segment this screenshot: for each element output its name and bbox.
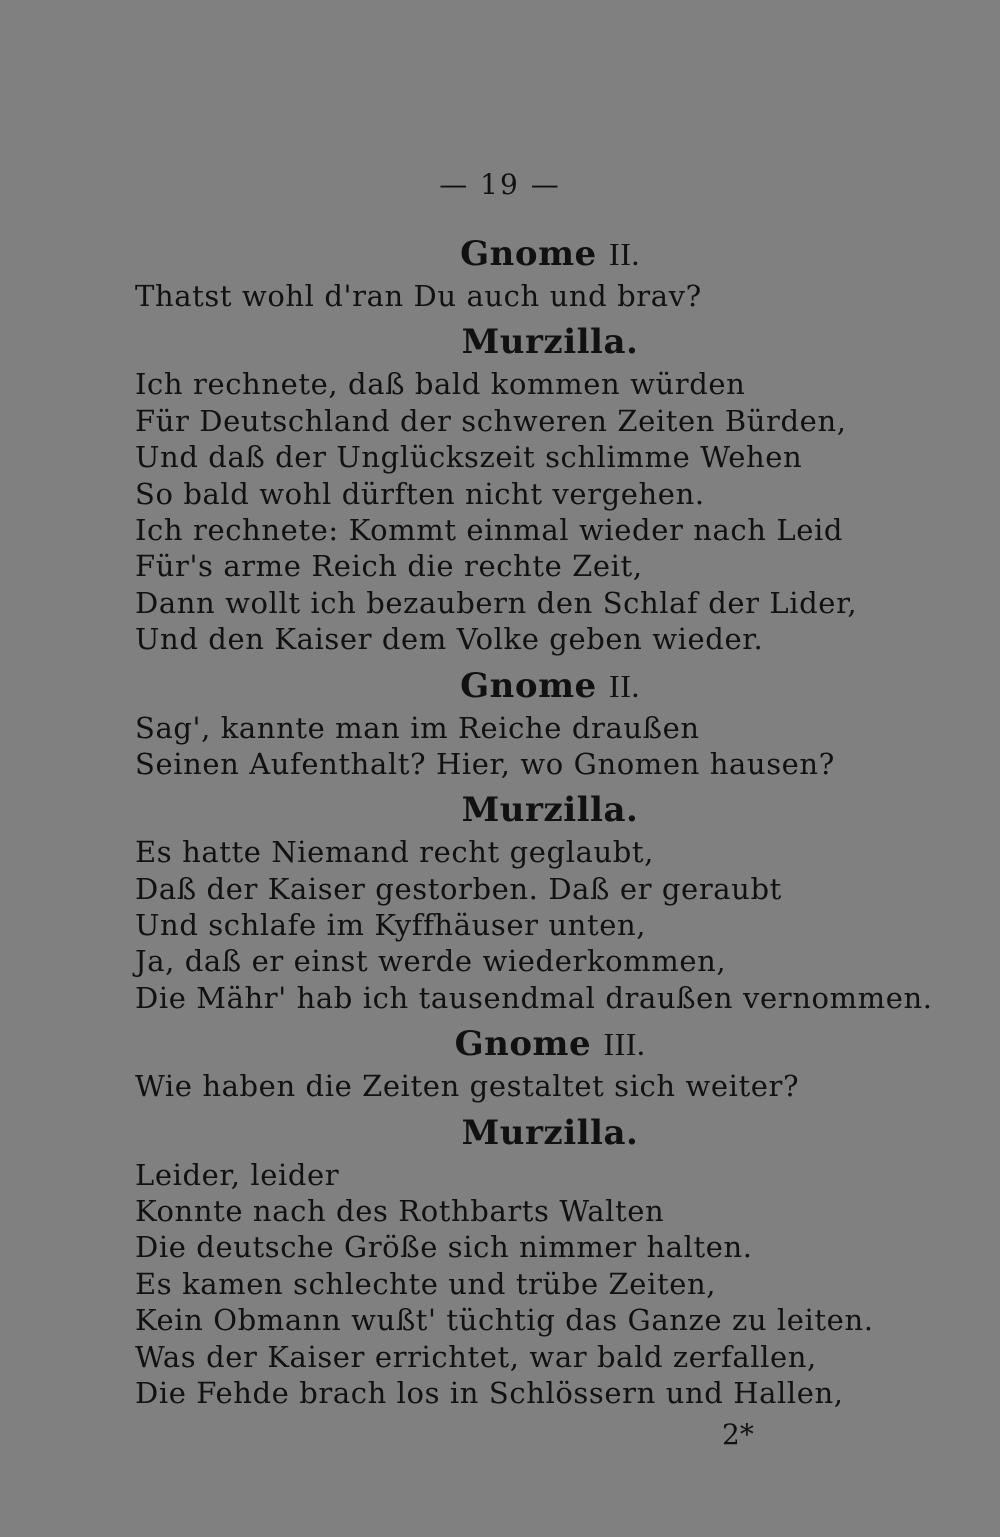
dialogue-section <box>135 664 935 783</box>
verse-line: Und den Kaiser dem Volke geben wieder. <box>135 622 764 657</box>
dialogue-section <box>135 1111 935 1412</box>
verse-line: Was der Kaiser errichtet, war bald zerfallen, <box>135 1339 817 1374</box>
verse-line: Thatst wohl d'ran Du auch und brav? <box>135 279 702 313</box>
speaker-name: Gnome <box>460 234 597 274</box>
verse-line: Sag', kannte man im Reiche draußen <box>135 710 700 745</box>
speaker-heading <box>135 232 935 276</box>
verse-line: Dann wollt ich bezaubern den Schlaf der Lider, <box>135 585 858 620</box>
verse-line: Für's arme Reich die rechte Zeit, <box>135 549 643 584</box>
speaker-heading <box>135 1022 935 1066</box>
speaker-heading <box>135 788 935 832</box>
verse-line: Die Mähr' hab ich tausendmal draußen vernommen. <box>135 980 933 1015</box>
speaker-heading <box>135 320 935 364</box>
verse-line: Daß der Kaiser gestorben. Daß er geraubt <box>135 871 782 906</box>
verse-line: Kein Obmann wußt' tüchtig das Ganze zu leiten. <box>135 1303 874 1338</box>
speaker-numeral: II. <box>609 667 640 704</box>
verse-line: Und daß der Unglückszeit schlimme Wehen <box>135 440 803 475</box>
dialogue-section <box>135 1022 935 1104</box>
signature-mark: 2* <box>722 1418 754 1451</box>
verse-line: Es kamen schlechte und trübe Zeiten, <box>135 1266 717 1301</box>
verse-line: Wie haben die Zeiten gestaltet sich weiter? <box>135 1069 800 1104</box>
speaker-name: Gnome <box>460 665 597 706</box>
verse-line: Ich rechnete, daß bald kommen würden <box>135 367 746 402</box>
speaker-heading <box>135 664 935 708</box>
verse-line: Die deutsche Größe sich nimmer halten. <box>135 1230 753 1265</box>
speaker-name: Murzilla. <box>461 322 639 363</box>
verse-line: Und schlafe im Kyffhäuser unten, <box>135 908 647 943</box>
speaker-name: Murzilla. <box>461 1112 639 1153</box>
dialogue-section <box>135 788 935 1016</box>
speaker-heading <box>135 1111 935 1155</box>
dialogue-section <box>135 320 935 657</box>
verse-line: So bald wohl dürften nicht vergehen. <box>135 476 705 511</box>
dialogue-section <box>135 232 935 314</box>
verse-line: Ja, daß er einst werde wiederkommen, <box>135 944 727 979</box>
verse-line: Konnte nach des Rothbarts Walten <box>135 1194 665 1229</box>
verse-line: Für Deutschland der schweren Zeiten Bürden, <box>135 403 847 438</box>
speaker-numeral: II. <box>609 236 640 272</box>
speaker-name: Gnome <box>454 1024 592 1065</box>
verse-line: Leider, leider <box>135 1157 340 1192</box>
play-text <box>135 232 935 1417</box>
page-number: — 19 — <box>439 168 561 201</box>
verse-line: Es hatte Niemand recht geglaubt, <box>135 835 654 870</box>
verse-line: Ich rechnete: Kommt einmal wieder nach Leid <box>135 512 844 547</box>
verse-line: Die Fehde brach los in Schlössern und Hallen, <box>135 1375 844 1410</box>
speaker-name: Murzilla. <box>461 790 639 831</box>
speaker-numeral: III. <box>603 1026 646 1063</box>
verse-line: Seinen Aufenthalt? Hier, wo Gnomen hausen? <box>135 746 835 781</box>
